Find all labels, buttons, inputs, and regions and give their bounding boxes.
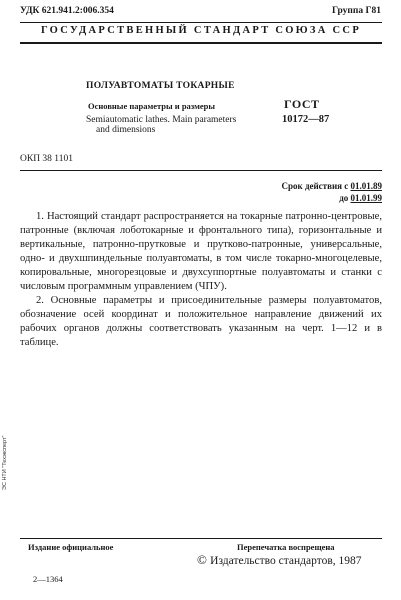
paragraph-2: 2. Основные параметры и присоединительные размеры полуавтоматов, обозначение осей координат и положительное направление движений их рабочих органов должны соответствовать указанным на черт. 1—12 и в таблице. [20, 295, 382, 348]
group-code: Группа Г81 [332, 6, 381, 16]
english-title [86, 115, 236, 135]
reprint-notice: Перепечатка воспрещена [237, 542, 335, 552]
document-subtitle: Основные параметры и размеры [88, 101, 216, 111]
validity-line-2: до 01.01.99 [339, 193, 382, 203]
document-title: ПОЛУАВТОМАТЫ ТОКАРНЫЕ [86, 81, 235, 91]
validity-start-date: 01.01.89 [350, 181, 382, 191]
okp-rule [20, 170, 382, 171]
paragraph-1: 1. Настоящий стандарт распространяется на токарные патронно-центровые, патронные (включая лоботокарные и фронтального типа), горизонтальные и вертикальные, патронно-прутковые и прутково-патронные, универсальные, одно- и двухшпиндельные полуавтоматы, в том числе токарно-многоцелевые, копировальные, многорезцовые и двухсуппортные полуавтоматы и станки с числовым программным управлением (ЧПУ). [20, 211, 382, 292]
okp-code: ОКП 38 1101 [20, 154, 73, 164]
header-rule-top [20, 22, 382, 23]
copyright-icon: © [197, 552, 207, 567]
copyright-line [197, 552, 362, 568]
validity-end-date: 01.01.99 [350, 193, 382, 203]
print-code: 2—1364 [33, 574, 63, 584]
gost-number: 10172—87 [282, 114, 330, 125]
gost-label: ГОСТ [284, 97, 320, 111]
validity-line-1: Срок действия с 01.01.89 [281, 181, 382, 191]
validity-period [282, 180, 383, 204]
udc-code: УДК 621.941.2:006.354 [20, 6, 114, 16]
state-standard-heading: ГОСУДАРСТВЕННЫЙ СТАНДАРТ СОЮЗА ССР [40, 25, 362, 36]
official-edition: Издание официальное [28, 542, 114, 552]
english-title-line-2: and dimensions [96, 125, 156, 135]
sidebar-stamp: ЭС НТИ "Техэксперт" [2, 435, 8, 490]
copyright-text: Издательство стандартов, 1987 [210, 555, 362, 567]
english-title-line-1: Semiautomatic lathes. Main parameters [86, 115, 237, 125]
header-rule-bottom [20, 42, 382, 44]
footer-rule [20, 538, 382, 539]
